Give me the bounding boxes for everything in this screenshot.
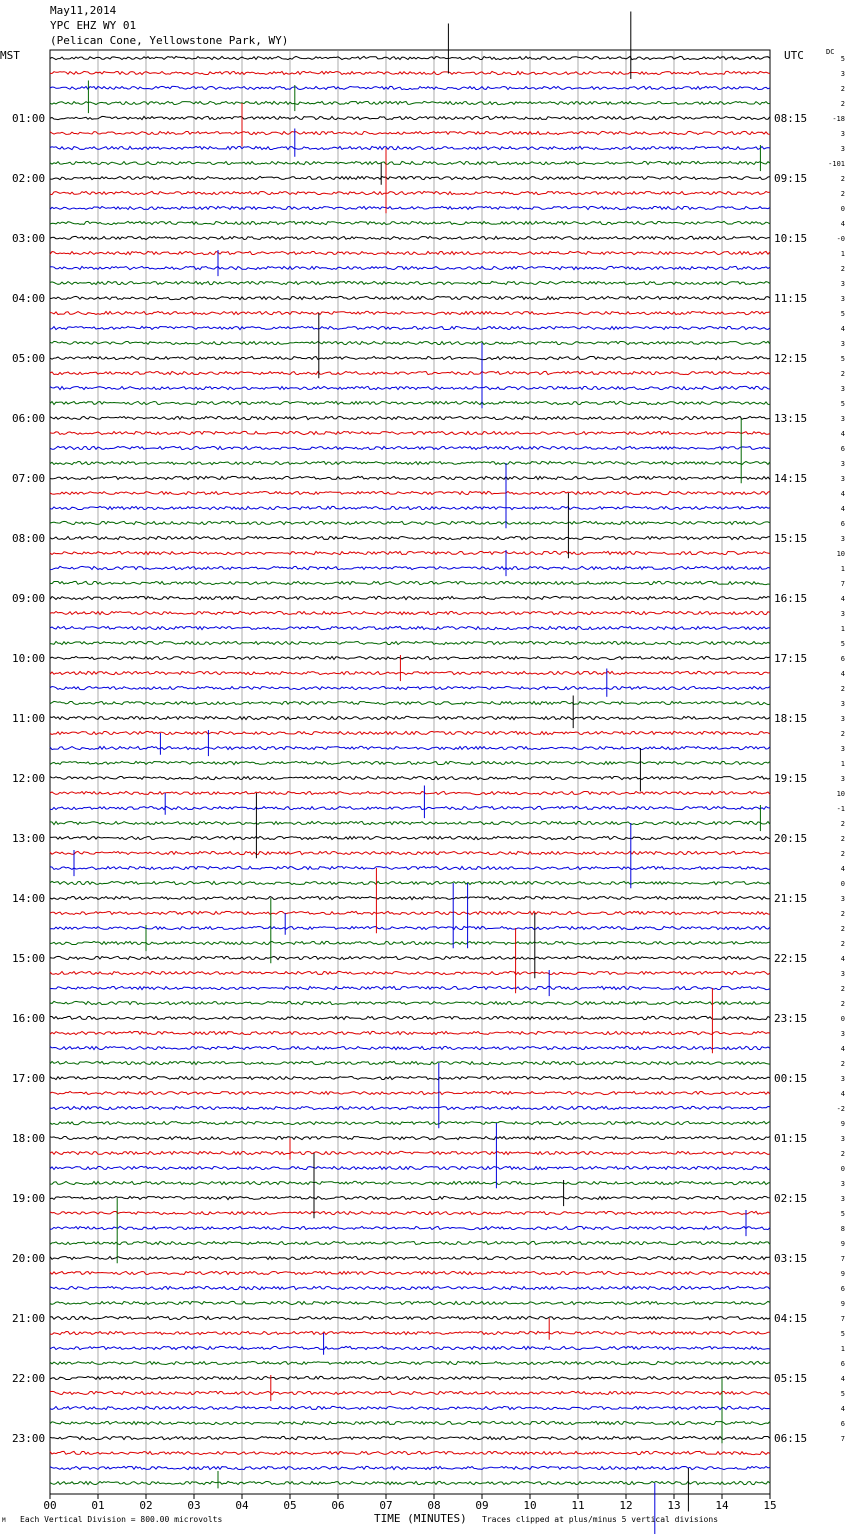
trace-3 — [50, 101, 770, 104]
trace-66 — [50, 1046, 770, 1049]
trace-91 — [50, 1421, 770, 1424]
left-hour-label: 17:00 — [12, 1072, 46, 1085]
trace-27 — [50, 461, 770, 464]
trace-21 — [50, 371, 770, 374]
dc-offset-label: 2 — [840, 190, 845, 198]
left-hour-label: 18:00 — [12, 1132, 46, 1145]
dc-offset-label: 3 — [840, 610, 845, 618]
trace-89 — [50, 1391, 770, 1394]
trace-46 — [50, 746, 770, 749]
dc-offset-label: 4 — [840, 430, 845, 438]
right-hour-label: 06:15 — [774, 1432, 808, 1445]
trace-29 — [50, 491, 770, 494]
dc-offset-label: 1 — [840, 760, 845, 768]
trace-16 — [50, 296, 770, 299]
dc-offset-label: 5 — [840, 400, 845, 408]
chart-station: YPC EHZ WY 01 — [50, 19, 137, 32]
dc-offset-label: 5 — [840, 355, 845, 363]
trace-10 — [50, 206, 770, 209]
trace-44 — [50, 716, 770, 719]
dc-offset-label: 3 — [840, 70, 845, 78]
trace-56 — [50, 896, 770, 899]
dc-offset-label: 4 — [840, 325, 845, 333]
trace-1 — [50, 71, 770, 74]
dc-offset-label: 5 — [840, 1390, 845, 1398]
trace-25 — [50, 431, 770, 434]
trace-28 — [50, 476, 770, 479]
right-hour-label: 17:15 — [774, 652, 808, 665]
x-tick-label: 07 — [379, 1499, 393, 1512]
dc-offset-label: 10 — [836, 550, 845, 558]
scale-note: Each Vertical Division = 800.00 microvolts — [20, 1515, 223, 1524]
dc-offset-label: 3 — [840, 280, 845, 288]
trace-82 — [50, 1286, 770, 1289]
trace-18 — [50, 326, 770, 329]
dc-offset-label: 2 — [840, 1000, 845, 1008]
dc-label: DC — [826, 48, 835, 56]
trace-95 — [50, 1481, 770, 1484]
clip-note: Traces clipped at plus/minus 5 vertical divisions — [482, 1515, 719, 1524]
trace-84 — [50, 1316, 770, 1319]
trace-68 — [50, 1076, 770, 1079]
trace-17 — [50, 311, 770, 314]
trace-80 — [50, 1256, 770, 1259]
chart-date: May11,2014 — [50, 4, 117, 17]
right-hour-label: 10:15 — [774, 232, 808, 245]
dc-offset-label: 2 — [840, 985, 845, 993]
left-hour-label: 19:00 — [12, 1192, 46, 1205]
trace-26 — [50, 446, 770, 449]
dc-offset-label: 3 — [840, 415, 845, 423]
dc-offset-label: 3 — [840, 1135, 845, 1143]
dc-offset-label: 2 — [840, 940, 845, 948]
dc-offset-label: 4 — [840, 1405, 845, 1413]
x-tick-label: 09 — [475, 1499, 489, 1512]
left-hour-label: 09:00 — [12, 592, 46, 605]
dc-offset-label: 9 — [840, 1120, 845, 1128]
trace-19 — [50, 341, 770, 344]
trace-6 — [50, 146, 770, 149]
trace-42 — [50, 686, 770, 689]
dc-offset-label: 3 — [840, 130, 845, 138]
right-hour-label: 20:15 — [774, 832, 808, 845]
trace-62 — [50, 986, 770, 989]
dc-offset-label: 2 — [840, 1060, 845, 1068]
dc-offset-label: 10 — [836, 790, 845, 798]
dc-offset-label: 4 — [840, 220, 845, 228]
trace-0 — [50, 56, 770, 59]
dc-offset-label: 3 — [840, 970, 845, 978]
dc-offset-label: 5 — [840, 55, 845, 63]
dc-offset-label: 1 — [840, 1345, 845, 1353]
dc-offset-label: 3 — [840, 775, 845, 783]
left-hour-label: 13:00 — [12, 832, 46, 845]
dc-offset-label: 9 — [840, 1270, 845, 1278]
left-hour-label: 23:00 — [12, 1432, 46, 1445]
trace-48 — [50, 776, 770, 779]
right-hour-label: 01:15 — [774, 1132, 808, 1145]
dc-offset-label: 3 — [840, 700, 845, 708]
trace-78 — [50, 1226, 770, 1229]
dc-offset-label: 8 — [840, 1225, 845, 1233]
x-tick-label: 00 — [43, 1499, 57, 1512]
trace-85 — [50, 1331, 770, 1334]
left-hour-label: 21:00 — [12, 1312, 46, 1325]
right-hour-label: 08:15 — [774, 112, 808, 125]
dc-offset-label: 2 — [840, 85, 845, 93]
trace-60 — [50, 956, 770, 959]
trace-53 — [50, 851, 770, 854]
dc-offset-label: 3 — [840, 715, 845, 723]
right-hour-label: 02:15 — [774, 1192, 808, 1205]
trace-59 — [50, 941, 770, 944]
dc-offset-label: -0 — [836, 235, 845, 243]
x-tick-label: 15 — [763, 1499, 777, 1512]
dc-offset-label: -18 — [832, 115, 845, 123]
dc-offset-label: 2 — [840, 925, 845, 933]
dc-offset-label: 2 — [840, 850, 845, 858]
trace-52 — [50, 836, 770, 839]
left-timezone-label: MST — [0, 49, 20, 62]
dc-offset-label: -1 — [836, 805, 845, 813]
trace-5 — [50, 131, 770, 134]
trace-23 — [50, 401, 770, 404]
dc-offset-label: 2 — [840, 685, 845, 693]
trace-92 — [50, 1436, 770, 1439]
dc-offset-label: 4 — [840, 670, 845, 678]
dc-offset-label: 5 — [840, 1210, 845, 1218]
left-hour-label: 20:00 — [12, 1252, 46, 1265]
trace-63 — [50, 1001, 770, 1004]
right-hour-label: 14:15 — [774, 472, 808, 485]
right-hour-label: 11:15 — [774, 292, 808, 305]
corner-mark: M — [2, 1517, 6, 1524]
trace-20 — [50, 356, 770, 359]
dc-offset-label: 0 — [840, 1015, 845, 1023]
trace-45 — [50, 731, 770, 734]
dc-offset-label: 2 — [840, 370, 845, 378]
dc-offset-label: 2 — [840, 100, 845, 108]
left-hour-label: 08:00 — [12, 532, 46, 545]
x-tick-label: 12 — [619, 1499, 633, 1512]
dc-offset-label: 5 — [840, 1330, 845, 1338]
x-tick-label: 14 — [715, 1499, 729, 1512]
dc-offset-label: 4 — [840, 865, 845, 873]
right-hour-label: 19:15 — [774, 772, 808, 785]
trace-57 — [50, 911, 770, 914]
trace-7 — [50, 161, 770, 164]
trace-43 — [50, 701, 770, 704]
dc-offset-label: 2 — [840, 835, 845, 843]
x-tick-label: 01 — [91, 1499, 105, 1512]
trace-93 — [50, 1451, 770, 1454]
dc-offset-label: 3 — [840, 340, 845, 348]
dc-offset-label: 7 — [840, 1435, 845, 1443]
dc-offset-label: 3 — [840, 1195, 845, 1203]
left-hour-label: 11:00 — [12, 712, 46, 725]
trace-87 — [50, 1361, 770, 1364]
right-hour-label: 16:15 — [774, 592, 808, 605]
trace-8 — [50, 176, 770, 179]
left-hour-label: 06:00 — [12, 412, 46, 425]
trace-15 — [50, 281, 770, 284]
trace-24 — [50, 416, 770, 419]
dc-offset-label: 9 — [840, 1240, 845, 1248]
left-hour-label: 03:00 — [12, 232, 46, 245]
dc-offset-label: 6 — [840, 1360, 845, 1368]
chart-location: (Pelican Cone, Yellowstone Park, WY) — [50, 34, 289, 47]
dc-offset-label: 2 — [840, 175, 845, 183]
dc-offset-label: 7 — [840, 1255, 845, 1263]
left-hour-label: 22:00 — [12, 1372, 46, 1385]
trace-39 — [50, 641, 770, 644]
right-hour-label: 03:15 — [774, 1252, 808, 1265]
dc-offset-label: 1 — [840, 625, 845, 633]
x-tick-label: 03 — [187, 1499, 201, 1512]
left-hour-label: 05:00 — [12, 352, 46, 365]
dc-offset-label: 4 — [840, 1090, 845, 1098]
dc-offset-label: 3 — [840, 895, 845, 903]
x-tick-label: 11 — [571, 1499, 585, 1512]
trace-32 — [50, 536, 770, 539]
dc-offset-label: 6 — [840, 520, 845, 528]
right-hour-label: 18:15 — [774, 712, 808, 725]
right-hour-label: 04:15 — [774, 1312, 808, 1325]
trace-31 — [50, 521, 770, 524]
dc-offset-label: 3 — [840, 1180, 845, 1188]
x-tick-label: 06 — [331, 1499, 345, 1512]
dc-offset-label: 5 — [840, 310, 845, 318]
trace-33 — [50, 551, 770, 554]
trace-40 — [50, 657, 770, 660]
dc-offset-label: 4 — [840, 955, 845, 963]
trace-30 — [50, 506, 770, 509]
trace-11 — [50, 221, 770, 224]
left-hour-label: 10:00 — [12, 652, 46, 665]
trace-88 — [50, 1376, 770, 1379]
dc-offset-label: 6 — [840, 655, 845, 663]
dc-offset-label: 2 — [840, 1150, 845, 1158]
right-hour-label: 00:15 — [774, 1072, 808, 1085]
dc-offset-label: 7 — [840, 580, 845, 588]
trace-83 — [50, 1301, 770, 1304]
right-hour-label: 05:15 — [774, 1372, 808, 1385]
x-tick-label: 04 — [235, 1499, 249, 1512]
dc-offset-label: 3 — [840, 295, 845, 303]
trace-36 — [50, 596, 770, 599]
trace-4 — [50, 116, 770, 119]
dc-offset-label: 0 — [840, 880, 845, 888]
dc-offset-label: 4 — [840, 595, 845, 603]
right-hour-label: 22:15 — [774, 952, 808, 965]
dc-offset-label: 2 — [840, 265, 845, 273]
left-hour-label: 01:00 — [12, 112, 46, 125]
right-hour-label: 23:15 — [774, 1012, 808, 1025]
x-axis-label: TIME (MINUTES) — [374, 1512, 467, 1525]
trace-55 — [50, 881, 770, 884]
dc-offset-label: 9 — [840, 1300, 845, 1308]
trace-64 — [50, 1016, 770, 1019]
dc-offset-label: 0 — [840, 1165, 845, 1173]
trace-14 — [50, 266, 770, 269]
right-timezone-label: UTC — [784, 49, 804, 62]
dc-offset-label: 3 — [840, 385, 845, 393]
dc-offset-label: 3 — [840, 460, 845, 468]
dc-offset-label: 0 — [840, 205, 845, 213]
trace-51 — [50, 821, 770, 824]
x-tick-label: 10 — [523, 1499, 537, 1512]
trace-67 — [50, 1061, 770, 1064]
dc-offset-label: 5 — [840, 640, 845, 648]
dc-offset-label: 4 — [840, 505, 845, 513]
trace-50 — [50, 806, 770, 809]
trace-74 — [50, 1166, 770, 1169]
trace-34 — [50, 566, 770, 569]
trace-54 — [50, 866, 770, 869]
trace-75 — [50, 1181, 770, 1184]
dc-offset-label: 3 — [840, 475, 845, 483]
left-hour-label: 15:00 — [12, 952, 46, 965]
left-hour-label: 07:00 — [12, 472, 46, 485]
dc-offset-label: 4 — [840, 1375, 845, 1383]
dc-offset-label: 7 — [840, 1315, 845, 1323]
right-hour-label: 13:15 — [774, 412, 808, 425]
x-tick-label: 13 — [667, 1499, 681, 1512]
dc-offset-label: 3 — [840, 745, 845, 753]
trace-58 — [50, 926, 770, 929]
x-tick-label: 05 — [283, 1499, 297, 1512]
x-tick-label: 02 — [139, 1499, 153, 1512]
trace-49 — [50, 791, 770, 794]
left-hour-label: 14:00 — [12, 892, 46, 905]
trace-41 — [50, 671, 770, 674]
dc-offset-label: 6 — [840, 1285, 845, 1293]
trace-9 — [50, 191, 770, 194]
dc-offset-label: 2 — [840, 910, 845, 918]
left-hour-label: 04:00 — [12, 292, 46, 305]
right-hour-label: 21:15 — [774, 892, 808, 905]
trace-90 — [50, 1406, 770, 1409]
dc-offset-label: 4 — [840, 1045, 845, 1053]
dc-offset-label: 3 — [840, 535, 845, 543]
left-hour-label: 02:00 — [12, 172, 46, 185]
trace-77 — [50, 1211, 770, 1214]
dc-offset-label: 6 — [840, 1420, 845, 1428]
left-hour-label: 16:00 — [12, 1012, 46, 1025]
trace-73 — [50, 1151, 770, 1154]
dc-offset-label: 6 — [840, 445, 845, 453]
dc-offset-label: 2 — [840, 820, 845, 828]
trace-69 — [50, 1092, 770, 1095]
x-tick-label: 08 — [427, 1499, 441, 1512]
trace-71 — [50, 1121, 770, 1124]
trace-94 — [50, 1466, 770, 1469]
right-hour-label: 12:15 — [774, 352, 808, 365]
dc-offset-label: 3 — [840, 145, 845, 153]
dc-offset-label: 2 — [840, 730, 845, 738]
trace-65 — [50, 1031, 770, 1034]
dc-offset-label: 3 — [840, 1030, 845, 1038]
trace-35 — [50, 581, 770, 584]
trace-72 — [50, 1136, 770, 1139]
dc-offset-label: 1 — [840, 250, 845, 258]
trace-13 — [50, 251, 770, 254]
right-hour-label: 09:15 — [774, 172, 808, 185]
left-hour-label: 12:00 — [12, 772, 46, 785]
trace-70 — [50, 1106, 770, 1109]
trace-47 — [50, 761, 770, 764]
dc-offset-label: 3 — [840, 1075, 845, 1083]
trace-37 — [50, 611, 770, 614]
right-hour-label: 15:15 — [774, 532, 808, 545]
trace-86 — [50, 1346, 770, 1349]
trace-2 — [50, 86, 770, 89]
trace-79 — [50, 1241, 770, 1244]
trace-81 — [50, 1271, 770, 1274]
trace-61 — [50, 971, 770, 974]
trace-12 — [50, 236, 770, 239]
dc-offset-label: 1 — [840, 565, 845, 573]
dc-offset-label: -2 — [836, 1105, 845, 1113]
trace-38 — [50, 626, 770, 629]
dc-offset-label: -101 — [828, 160, 845, 168]
dc-offset-label: 4 — [840, 490, 845, 498]
trace-76 — [50, 1196, 770, 1199]
trace-22 — [50, 386, 770, 389]
